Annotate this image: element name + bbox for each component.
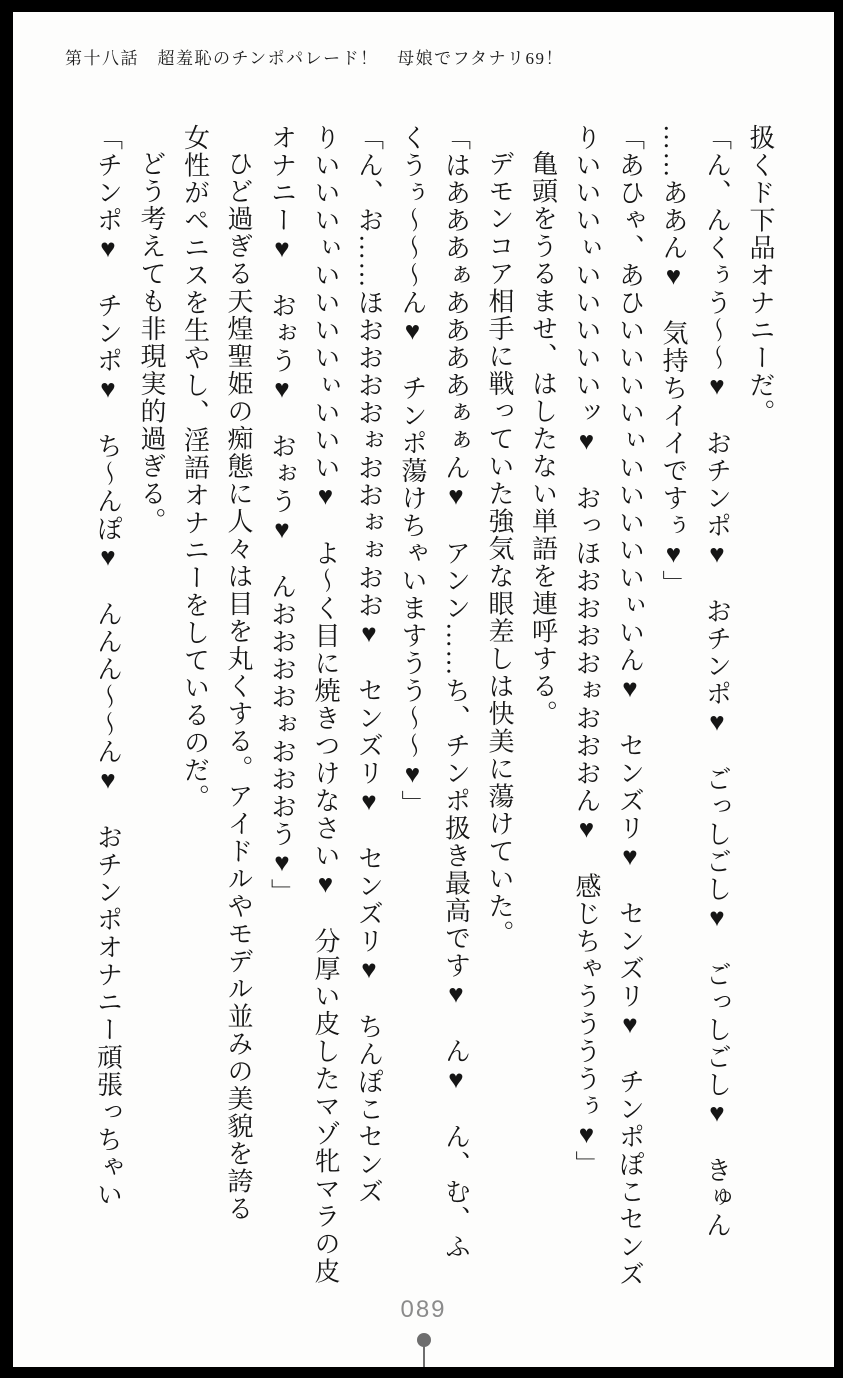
body-text bbox=[86, 124, 782, 1296]
text-column: りいいいぃいいいいいッ♥ おっほおおおおぉおおおん♥ 感じちゃううううぅ♥」 bbox=[572, 124, 601, 1178]
text-column: りいいいぃいいいいぃいいい♥ よ～く目に焼きつけなさい♥ 分厚い皮したマゾ牝マラの皮 bbox=[311, 124, 340, 1285]
page-number-line-marker bbox=[423, 1344, 425, 1367]
text-column: デモンコア相手に戦っていた強気な眼差しは快美に蕩けていた。 bbox=[485, 150, 514, 948]
text-column: くうぅ～～～ん♥ チンポ蕩けちゃいますうう～～♥」 bbox=[398, 124, 427, 818]
text-column: 「チンポ♥ チンポ♥ ち～んぽ♥ んんん～～ん♥ おチンポオナニー頑張っちゃい bbox=[93, 124, 123, 1209]
text-column: ひど過ぎる天煌聖姫の痴態に人々は目を丸くする。アイドルやモデル並みの美貌を誇る bbox=[224, 150, 253, 1223]
text-column: 「ん、んくぅう～～♥ おチンポ♥ おチンポ♥ ごっしごし♥ ごっしごし♥ きゅん bbox=[702, 124, 732, 1239]
text-column: 扱くド下品オナニーだ。 bbox=[746, 124, 775, 427]
text-column: 「はあああぁああああぁぁん♥ アンン……ち、チンポ扱き最高です♥ ん♥ ん、む、ふ bbox=[441, 124, 471, 1261]
text-column: ……ああん♥ 気持ちイイですぅ♥」 bbox=[659, 124, 688, 598]
text-column: オナニー♥ おぉう♥ おぉう♥ んおおおおぉおおおう♥」 bbox=[267, 124, 297, 906]
page-footer bbox=[13, 1296, 834, 1367]
page-paper bbox=[13, 12, 834, 1367]
text-column: 「あひゃ、あひいいいいぃいいいいいぃいん♥ センズリ♥ センズリ♥ チンポぽこセンズ bbox=[615, 124, 645, 1288]
chapter-header: 第十八話 超羞恥のチンポパレード！ 母娘でフタナリ69！ bbox=[65, 49, 564, 68]
text-column: 亀頭をうるませ、はしたない単語を連呼する。 bbox=[528, 150, 558, 728]
text-column: どう考えても非現実的過ぎる。 bbox=[137, 150, 166, 535]
text-column: 「ん、お……ほおおおおぉおおぉぉおお♥ センズリ♥ センズリ♥ ちんぽこセンズ bbox=[354, 124, 384, 1206]
page-number: 089 bbox=[400, 1296, 447, 1323]
text-column: 女性がペニスを生やし、淫語オナニーをしているのだ。 bbox=[180, 124, 210, 812]
